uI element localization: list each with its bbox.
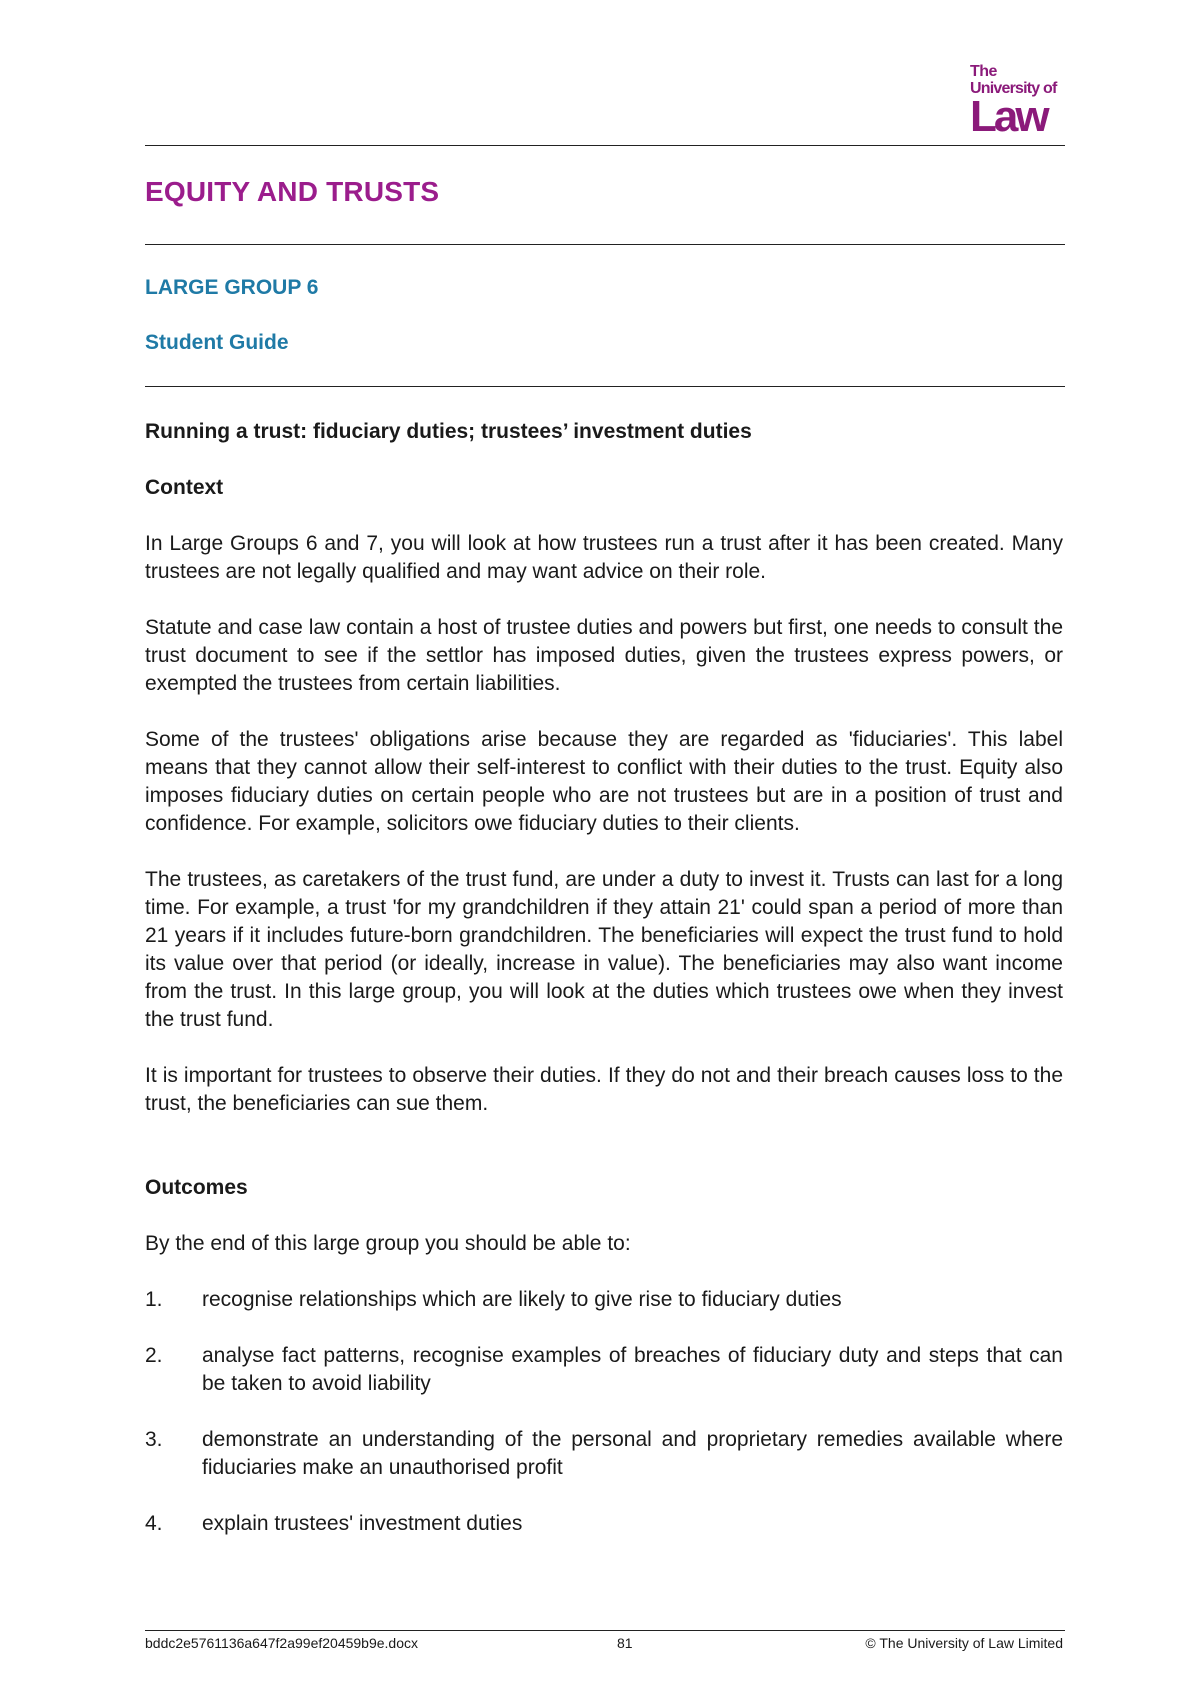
title-divider <box>145 244 1065 245</box>
outcome-text: explain trustees' investment duties <box>202 1512 523 1535</box>
document-body <box>145 418 1063 1566</box>
outcomes-list <box>145 1286 1063 1538</box>
topic-heading: Running a trust: fiduciary duties; trustees’ investment duties <box>145 420 752 443</box>
subtitle-divider <box>145 386 1065 387</box>
context-paragraph: Some of the trustees' obligations arise because they are regarded as 'fiduciaries'. This label means that they cannot allow their self-interest to conflict with their duties to the trust. Equity also imposes fiduciary duties on certain people who are not trustees but are in a position of trust and confidence. For example, solicitors owe fiduciary duties to their clients. <box>145 728 1063 835</box>
footer-divider <box>145 1630 1065 1631</box>
outcome-text: recognise relationships which are likely to give rise to fiduciary duties <box>202 1288 842 1311</box>
outcome-item <box>145 1510 1063 1538</box>
context-paragraph: Statute and case law contain a host of trustee duties and powers but first, one needs to consult the trust document to see if the settlor has imposed duties, given the trustees express powers, or exempted the trustees from certain liabilities. <box>145 616 1063 695</box>
outcome-number: 4. <box>145 1512 163 1535</box>
university-of-law-logo <box>970 64 1066 139</box>
document-title: EQUITY AND TRUSTS <box>145 176 440 207</box>
outcome-item <box>145 1286 1063 1314</box>
outcomes-intro: By the end of this large group you should be able to: <box>145 1232 631 1255</box>
logo-line-the: The <box>970 63 997 80</box>
context-paragraph: It is important for trustees to observe their duties. If they do not and their breach causes loss to the trust, the beneficiaries can sue them. <box>145 1064 1063 1115</box>
context-paragraph: The trustees, as caretakers of the trust fund, are under a duty to invest it. Trusts can last for a long time. For example, a trust 'for my grandchildren if they attain 21' could span a period of more than 21 years if it includes future-born grandchildren. The beneficiaries will expect the trust fund to hold its value over that period (or ideally, increase in value). The beneficiaries may also want income from the trust. In this large group, you will look at the duties which trustees owe when they invest the trust fund. <box>145 868 1063 1031</box>
footer-page-number: 81 <box>617 1635 633 1651</box>
student-guide-heading: Student Guide <box>145 331 289 354</box>
context-paragraph: In Large Groups 6 and 7, you will look at how trustees run a trust after it has been created. Many trustees are not legally qualified and may want advice on their role. <box>145 532 1063 583</box>
logo-line-university-of: University of <box>970 80 1057 97</box>
outcome-number: 2. <box>145 1344 163 1367</box>
footer-filename: bddc2e5761136a647f2a99ef20459b9e.docx <box>145 1635 418 1651</box>
logo-line-law: Law <box>970 92 1047 141</box>
outcomes-heading: Outcomes <box>145 1176 248 1199</box>
outcome-number: 3. <box>145 1428 163 1451</box>
large-group-heading: LARGE GROUP 6 <box>145 276 319 299</box>
outcome-number: 1. <box>145 1288 163 1311</box>
outcome-item <box>145 1342 1063 1398</box>
footer-copyright: © The University of Law Limited <box>865 1635 1063 1651</box>
header-divider <box>145 145 1065 146</box>
outcome-text: analyse fact patterns, recognise examples of breaches of fiduciary duty and steps that can be taken to avoid liability <box>202 1344 1063 1395</box>
outcome-item <box>145 1426 1063 1482</box>
outcome-text: demonstrate an understanding of the personal and proprietary remedies available where fiduciaries make an unauthorised profit <box>202 1428 1063 1479</box>
context-heading: Context <box>145 476 224 499</box>
